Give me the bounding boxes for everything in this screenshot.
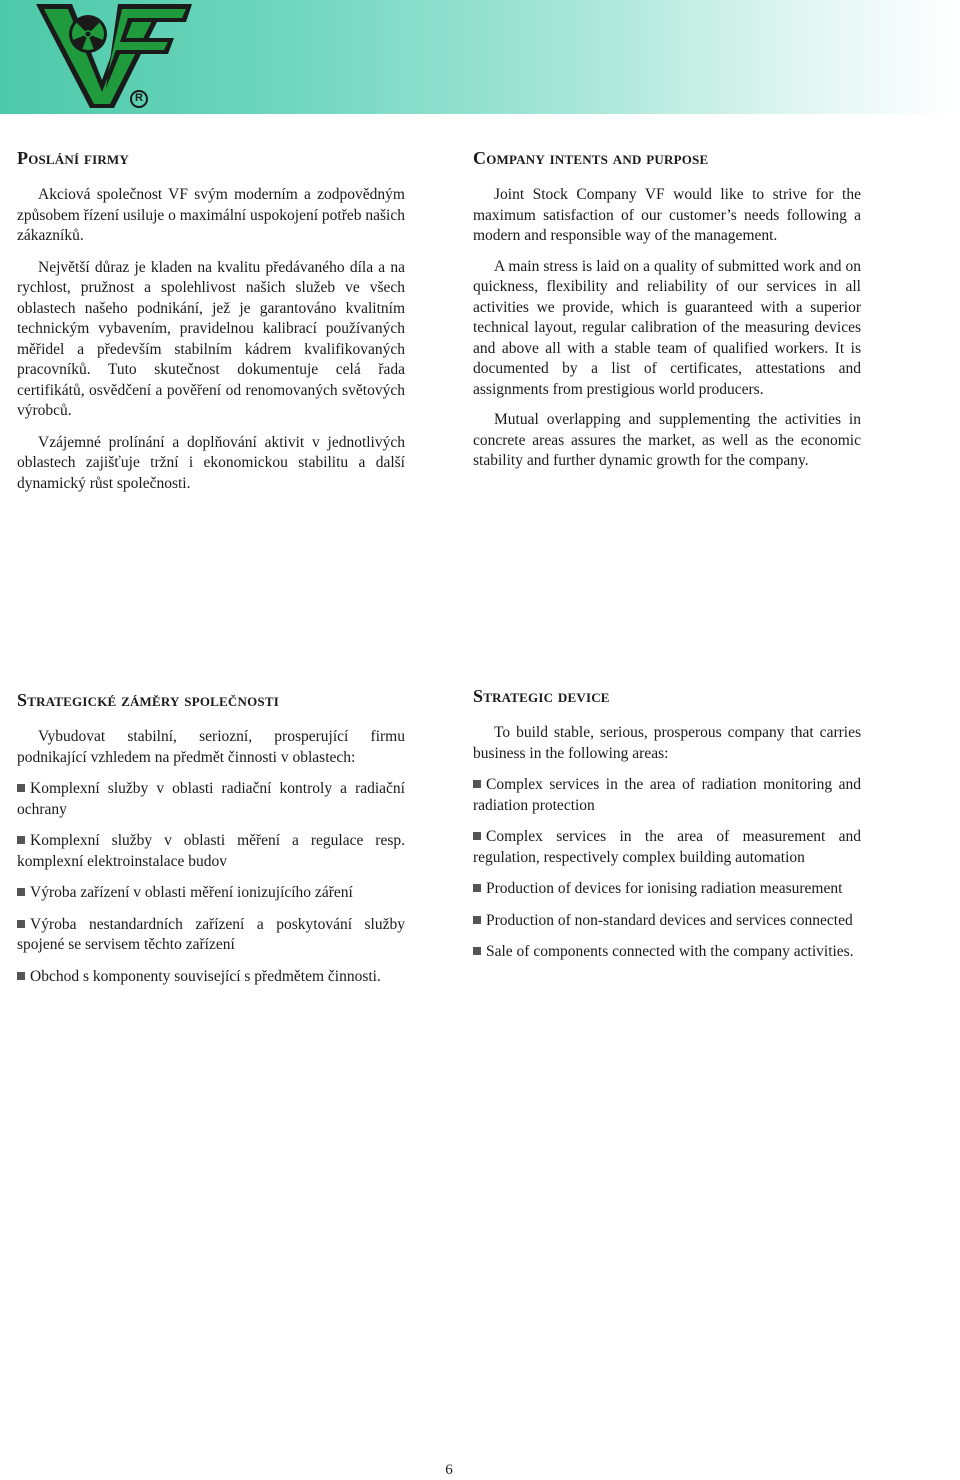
paragraph: Největší důraz je kladen na kvalitu předávaného díla a na rychlost, pružnost a spolehlivost našich služeb ve všech oblastech našeho podnikání, jež je garantováno kvalitním technickým vybavením, pravidelnou kalibrací používaných měřidel a především stabilním kádrem kvalifikovaných pracovníků. Tuto skutečnost dokumentuje celá řada certifikátů, osvědčení a pověření od renomovaných světových výrobců. bbox=[17, 258, 405, 419]
square-bullet-icon bbox=[473, 780, 481, 788]
list-item-text: Sale of components connected with the company activities. bbox=[486, 943, 854, 960]
section-heading: Strategic device bbox=[473, 686, 610, 706]
list-item bbox=[473, 879, 861, 900]
section-strategicke-zamery bbox=[17, 690, 405, 987]
intro-paragraph: Vybudovat stabilní, seriozní, prosperující firmu podnikající vzhledem na předmět činnosti v oblastech: bbox=[17, 728, 405, 766]
list-item bbox=[17, 883, 405, 904]
section-heading: Strategické záměry společnosti bbox=[17, 690, 279, 710]
square-bullet-icon bbox=[473, 832, 481, 840]
list-item bbox=[17, 831, 405, 872]
section-heading: Poslání firmy bbox=[17, 148, 129, 168]
list-item-text: Production of devices for ionising radiation measurement bbox=[486, 880, 843, 897]
paragraph: Joint Stock Company VF would like to strive for the maximum satisfaction of our customer’s needs following a modern and responsible way of the management. bbox=[473, 186, 861, 244]
section-poslani-firmy bbox=[17, 148, 405, 494]
paragraph: A main stress is laid on a quality of submitted work and on quickness, flexibility and reliability of our services in all activities we provide, which is guaranteed with a superior technical layout, regular calibration of the measuring devices and above all with a stable team of qualified workers. It is documented by a list of certificates, attestations and assignments from prestigious world producers. bbox=[473, 257, 861, 398]
square-bullet-icon bbox=[17, 972, 25, 980]
paragraph: Akciová společnost VF svým moderním a zodpovědným způsobem řízení usiluje o maximální uspokojení potřeb našich zákazníků. bbox=[17, 186, 405, 244]
list-item bbox=[17, 915, 405, 956]
list-item-text: Komplexní služby v oblasti měření a regulace resp. komplexní elektroinstalace budov bbox=[17, 832, 405, 870]
square-bullet-icon bbox=[17, 836, 25, 844]
list-item bbox=[473, 775, 861, 816]
list-item bbox=[17, 967, 405, 988]
square-bullet-icon bbox=[473, 884, 481, 892]
list-item bbox=[473, 911, 861, 932]
paragraph: Vzájemné prolínání a doplňování aktivit v jednotlivých oblastech zajišťuje tržní i ekonomickou stabilitu a další dynamický růst společnosti. bbox=[17, 433, 405, 492]
registered-trademark-icon: R bbox=[130, 90, 148, 108]
intro-paragraph: To build stable, serious, prosperous company that carries business in the following areas: bbox=[473, 724, 861, 762]
list-item-text: Komplexní služby v oblasti radiační kontroly a radiační ochrany bbox=[17, 780, 405, 818]
list-item-text: Complex services in the area of radiation monitoring and radiation protection bbox=[473, 776, 861, 814]
section-heading: Company intents and purpose bbox=[473, 148, 709, 168]
list-item bbox=[473, 827, 861, 868]
section-company-intents bbox=[473, 148, 861, 472]
list-item bbox=[473, 942, 861, 963]
vf-logo bbox=[6, 0, 196, 114]
paragraph: Mutual overlapping and supplementing the activities in concrete areas assures the market, as well as the economic stability and further dynamic growth for the company. bbox=[473, 411, 861, 469]
square-bullet-icon bbox=[17, 784, 25, 792]
square-bullet-icon bbox=[473, 947, 481, 955]
list-item-text: Complex services in the area of measurement and regulation, respectively complex building automation bbox=[473, 828, 861, 866]
square-bullet-icon bbox=[17, 920, 25, 928]
list-item-text: Production of non-standard devices and services connected bbox=[486, 911, 853, 929]
section-strategic-device bbox=[473, 686, 861, 963]
square-bullet-icon bbox=[473, 916, 481, 924]
list-item-text: Výroba zařízení v oblasti měření ionizujícího záření bbox=[30, 884, 353, 901]
square-bullet-icon bbox=[17, 888, 25, 896]
header-band bbox=[0, 0, 960, 114]
list-item-text: Výroba nestandardních zařízení a poskytování služby spojené se servisem těchto zařízení bbox=[17, 915, 405, 953]
list-item-text: Obchod s komponenty související s předmětem činnosti. bbox=[30, 967, 381, 985]
list-item bbox=[17, 779, 405, 820]
page-number: 6 bbox=[445, 1462, 453, 1478]
